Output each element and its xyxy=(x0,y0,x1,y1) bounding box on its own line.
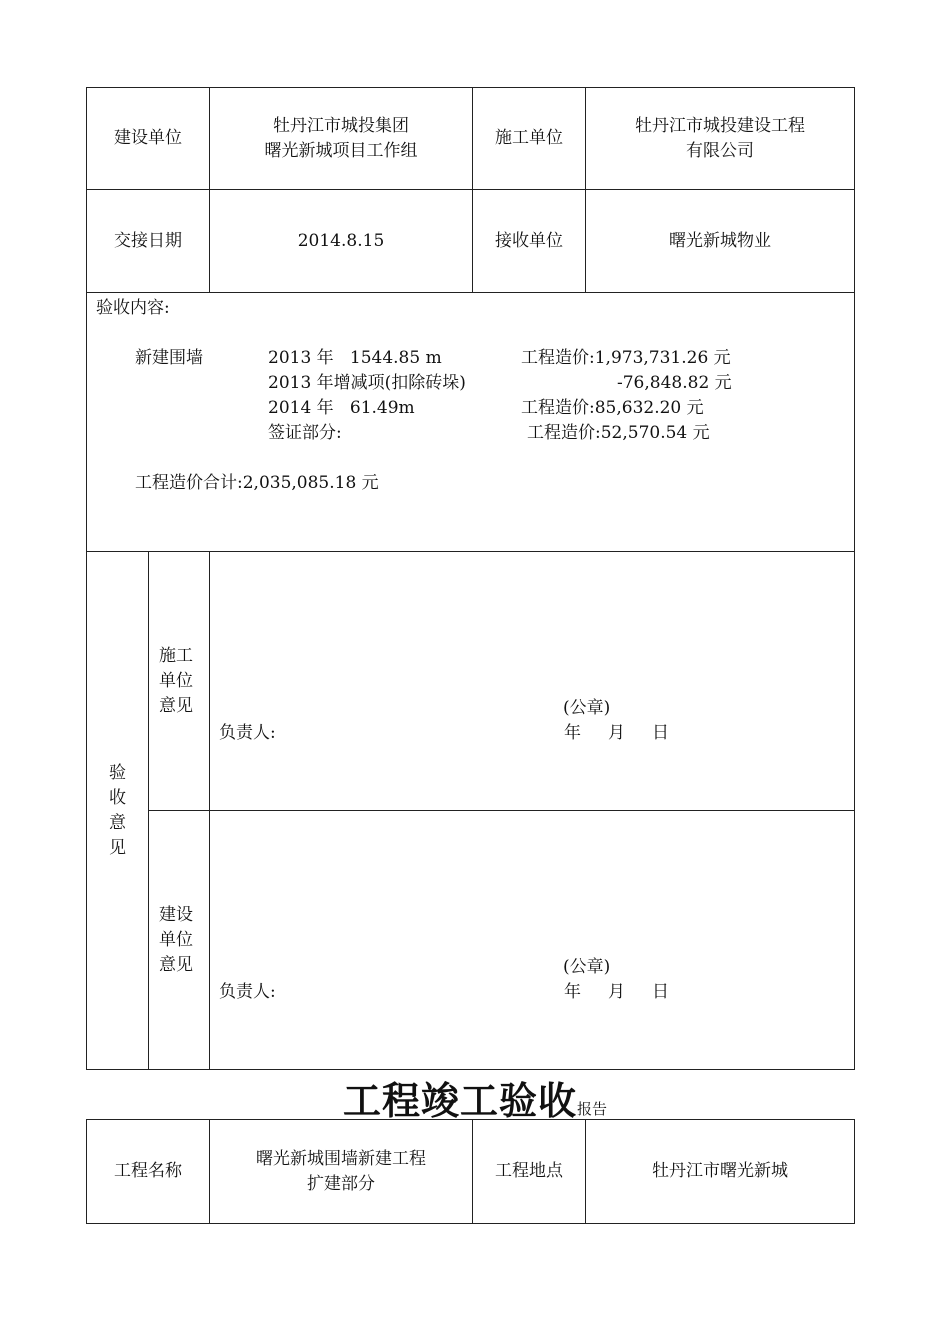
handover-date-value: 2014.8.15 xyxy=(210,190,473,293)
contractor-opinion-cell xyxy=(210,552,855,811)
contractor-label: 施工单位 xyxy=(473,88,586,190)
opinion-group-label-cell xyxy=(87,552,149,1070)
owner-opinion-label: 建设单位意见 xyxy=(159,904,193,975)
receiving-unit-label: 接收单位 xyxy=(473,190,586,293)
report-title xyxy=(0,1070,950,1125)
signer-label: 负责人: xyxy=(219,722,276,743)
project-name-value: 曙光新城围墙新建工程 扩建部分 xyxy=(210,1120,473,1224)
construction-owner-label: 建设单位 xyxy=(87,88,210,190)
date-label: 年 月 日 xyxy=(564,981,670,1002)
project-location-value: 牡丹江市曙光新城 xyxy=(586,1120,855,1224)
content-line-right: 工程造价:1,973,731.26 元 xyxy=(521,348,731,368)
content-line-right: 工程造价:52,570.54 元 xyxy=(527,423,710,443)
handover-date-label: 交接日期 xyxy=(87,190,210,293)
content-line-left: 2013 年 1544.85 m xyxy=(268,348,442,368)
acceptance-form-table xyxy=(86,87,855,1070)
content-line-left: 2014 年 61.49m xyxy=(268,398,415,418)
opinion-group-label: 验收意见 xyxy=(109,762,126,858)
content-line-right: 工程造价:85,632.20 元 xyxy=(521,398,704,418)
acceptance-content-cell xyxy=(87,293,855,552)
construction-owner-value: 牡丹江市城投集团 曙光新城项目工作组 xyxy=(210,88,473,190)
seal-label: (公章) xyxy=(563,956,611,977)
content-line-left: 2013 年增减项(扣除砖垛) xyxy=(268,373,466,393)
contractor-opinion-label-cell xyxy=(149,552,210,811)
report-title-suffix: 报告 xyxy=(577,1100,608,1118)
signer-label: 负责人: xyxy=(219,981,276,1002)
owner-opinion-cell xyxy=(210,811,855,1070)
project-location-label: 工程地点 xyxy=(473,1120,586,1224)
item-name: 新建围墙 xyxy=(135,348,203,368)
date-label: 年 月 日 xyxy=(564,722,670,743)
content-line-left: 签证部分: xyxy=(268,423,342,443)
contractor-value: 牡丹江市城投建设工程 有限公司 xyxy=(586,88,855,190)
report-title-main: 工程竣工验收 xyxy=(342,1079,577,1123)
project-name-label: 工程名称 xyxy=(87,1120,210,1224)
content-heading: 验收内容: xyxy=(96,298,170,318)
receiving-unit-value: 曙光新城物业 xyxy=(586,190,855,293)
owner-opinion-label-cell xyxy=(149,811,210,1070)
project-info-table xyxy=(86,1119,855,1224)
total-cost: 工程造价合计:2,035,085.18 元 xyxy=(135,473,379,493)
seal-label: (公章) xyxy=(563,697,611,718)
content-line-right: -76,848.82 元 xyxy=(617,373,732,393)
contractor-opinion-label: 施工单位意见 xyxy=(159,645,193,716)
